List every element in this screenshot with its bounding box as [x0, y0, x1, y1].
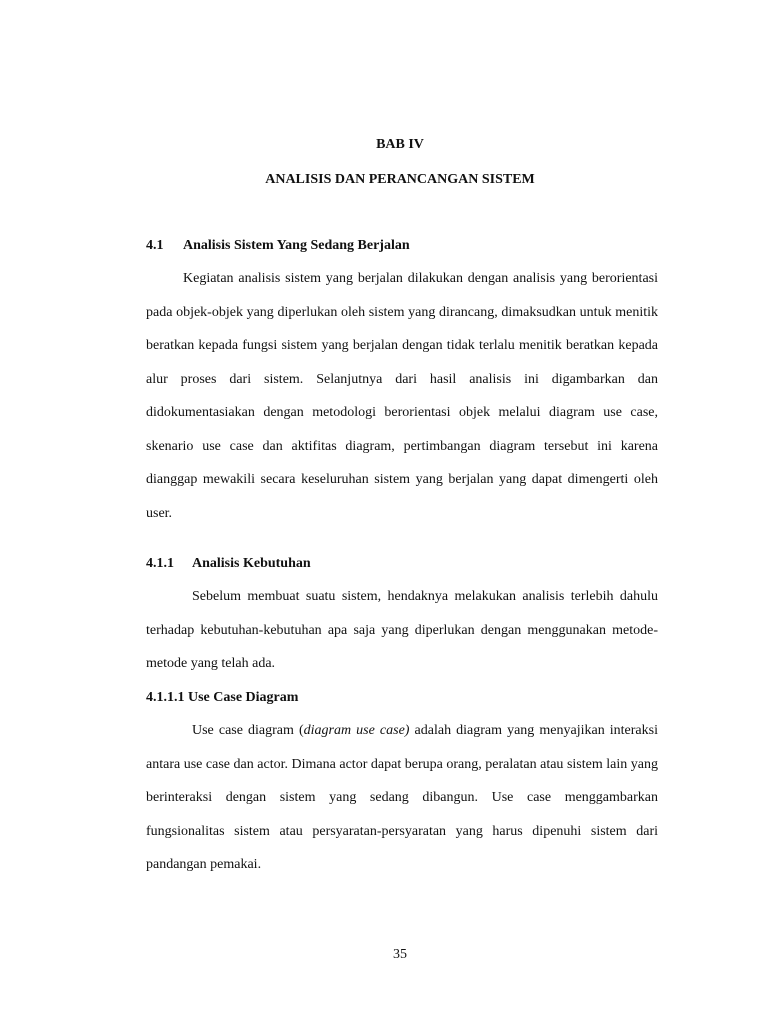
section-number: 4.1.1 — [146, 556, 174, 571]
paragraph-italic-term: diagram use case) — [303, 723, 410, 738]
paragraph-text: Use case diagram ( — [192, 723, 304, 738]
section-heading-4-1-1 — [146, 555, 311, 573]
section-title: Analisis Sistem Yang Sedang Berjalan — [183, 238, 410, 253]
section-number: 4.1 — [146, 238, 164, 253]
page-number: 35 — [393, 947, 407, 962]
section-paragraph-4-1-1: Sebelum membuat suatu sistem, hendaknya melakukan analisis terlebih dahulu terhadap kebutuhan-kebutuhan apa saja yang diperlukan dengan menggunakan metode-metode yang telah ada. — [146, 589, 658, 671]
section-heading-4-1 — [146, 237, 410, 255]
chapter-label: BAB IV — [376, 137, 424, 152]
section-paragraph-4-1: Kegiatan analisis sistem yang berjalan dilakukan dengan analisis yang berorientasi pada objek-objek yang diperlukan oleh sistem yang dirancang, dimaksudkan untuk menitik beratkan kepada fungsi sistem yang berjalan dengan tidak terlalu menitik beratkan kepada alur proses dari sistem. Selanjutnya dari hasil analisis ini digambarkan dan didokumentasiakan dengan metodologi berorientasi objek melalui diagram use case, skenario use case dan aktifitas diagram, pertimbangan diagram tersebut ini karena dianggap mewakili secara keseluruhan sistem yang berjalan yang dapat dimengerti oleh user. — [146, 271, 658, 521]
section-paragraph-4-1-1-1 — [146, 714, 658, 882]
section-title: Analisis Kebutuhan — [192, 556, 311, 571]
paragraph-text: adalah diagram yang menyajikan interaksi antara use case dan actor. Dimana actor dapat berupa orang, peralatan atau sistem lain yang berinteraksi dengan sistem yang sedang dibangun. Use case menggambarkan fungsionalitas sistem atau persyaratan-persyaratan yang harus dipenuhi sistem dari pandangan pemakai. — [146, 723, 658, 872]
section-heading-4-1-1-1: 4.1.1.1 Use Case Diagram — [146, 690, 299, 705]
chapter-title: ANALISIS DAN PERANCANGAN SISTEM — [265, 172, 535, 187]
